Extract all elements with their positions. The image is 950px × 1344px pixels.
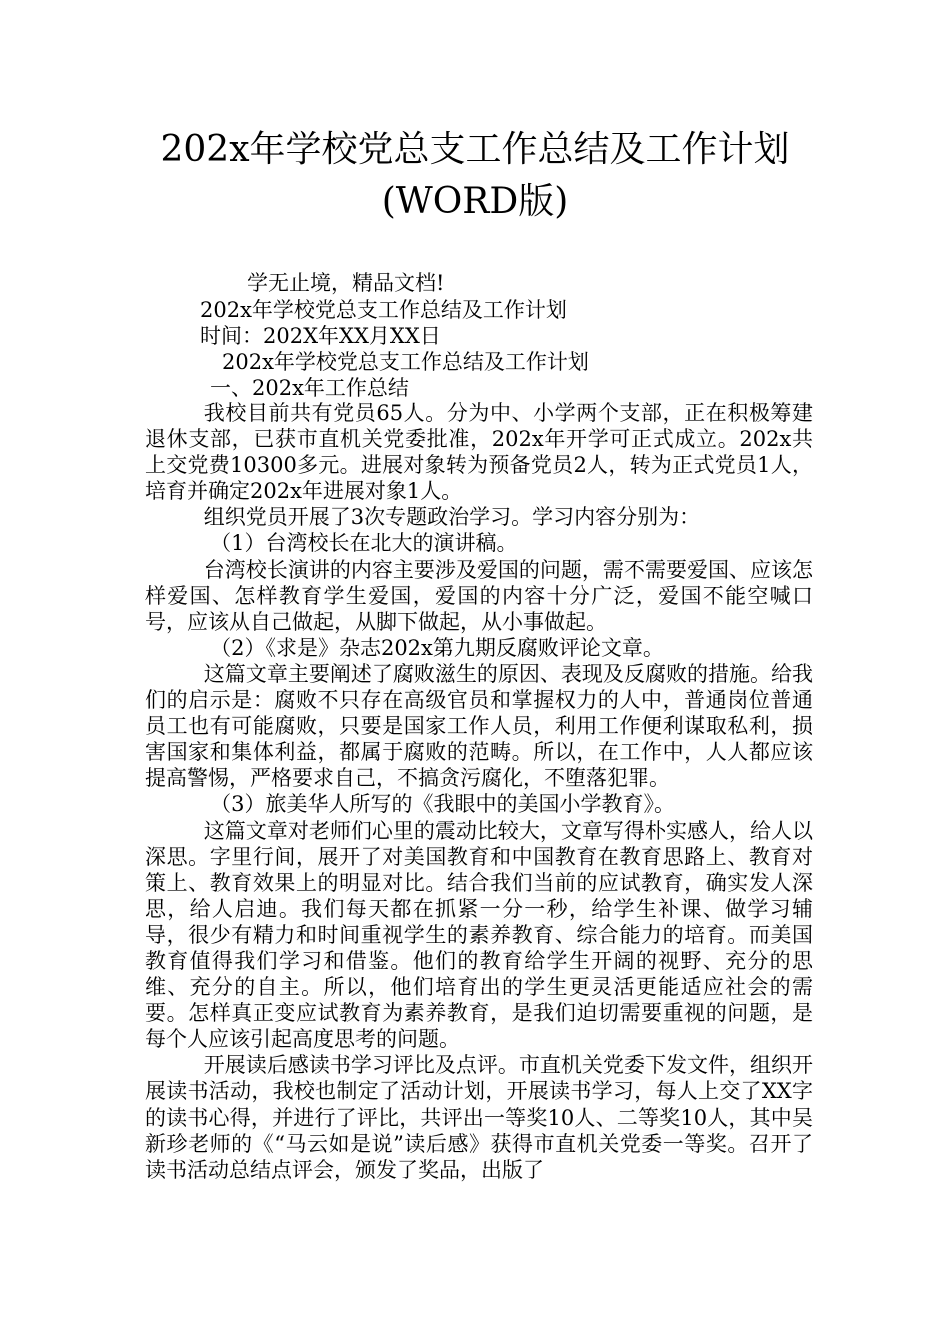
document-title: 202x年学校党总支工作总结及工作计划 (160, 129, 790, 170)
paragraph: （3）旅美华人所写的《我眼中的美国小学教育》。 (210, 792, 675, 817)
header-subtitle: 202x年学校党总支工作总结及工作计划 (200, 298, 567, 322)
document-body (145, 400, 813, 1183)
paragraph: 台湾校长演讲的内容主要涉及爱国的问题，需不需要爱国、应该怎样爱国、怎样教育学生爱国，爱国的内容十分广泛，爱国不能空喊口号，应该从自己做起，从脚下做起，从小事做起。 (145, 557, 813, 634)
paragraph: 我校目前共有党员65人。分为中、小学两个支部，正在积极筹建退休支部，已获市直机关党委批准，202x年开学可正式成立。202x共上交党费10300多元。进展对象转为预备党员2人，转为正式党员1人，培育并确定202x年进展对象1人。 (145, 401, 813, 504)
paragraph: 开展读后感读书学习评比及点评。市直机关党委下发文件，组织开展读书活动，我校也制定了活动计划，开展读书学习，每人上交了XX字的读书心得，并进行了评比，共评出一等奖10人、二等奖10人，其中吴新珍老师的《“马云如是说”读后感》获得市直机关党委一等奖。召开了读书活动总结点评会，颁发了奖品，出版了 (145, 1053, 813, 1182)
paragraph: 组织党员开展了3次专题政治学习。学习内容分别为： (203, 505, 701, 530)
paragraph: （2）《求是》杂志202x第九期反腐败评论文章。 (210, 635, 664, 660)
document-title-suffix: (WORD版) (381, 181, 569, 222)
header-date: 时间：202X年XX月XX日 (200, 324, 441, 348)
section-heading: 一、202x年工作总结 (210, 376, 409, 400)
paragraph: （1）台湾校长在北大的演讲稿。 (210, 531, 518, 556)
paragraph: 这篇文章主要阐述了腐败滋生的原因、表现及反腐败的措施。给我们的启示是：腐败不只存在高级官员和掌握权力的人中，普通岗位普通员工也有可能腐败，只要是国家工作人员，利用工作便利谋取私利，损害国家和集体利益，都属于腐败的范畴。所以，在工作中，人人都应该提高警惕，严格要求自己，不搞贪污腐化，不堕落犯罪。 (145, 661, 813, 791)
paragraph: 这篇文章对老师们心里的震动比较大，文章写得朴实感人，给人以深思。字里行间，展开了对美国教育和中国教育在教育思路上、教育对策上、教育效果上的明显对比。结合我们当前的应试教育，确实发人深思，给人启迪。我们每天都在抓紧一分一秒，给学生补课、做学习辅导，很少有精力和时间重视学生的素养教育、综合能力的培育。而美国教育值得我们学习和借鉴。他们的教育给学生开阔的视野、充分的思维、充分的自主。所以，他们培育出的学生更灵活更能适应社会的需要。怎样真正变应试教育为素养教育，是我们迫切需要重视的问题，是每个人应该引起高度思考的问题。 (145, 818, 813, 1052)
header-repeat-title: 202x年学校党总支工作总结及工作计划 (222, 350, 589, 374)
header-motto: 学无止境，精品文档! (247, 271, 445, 295)
